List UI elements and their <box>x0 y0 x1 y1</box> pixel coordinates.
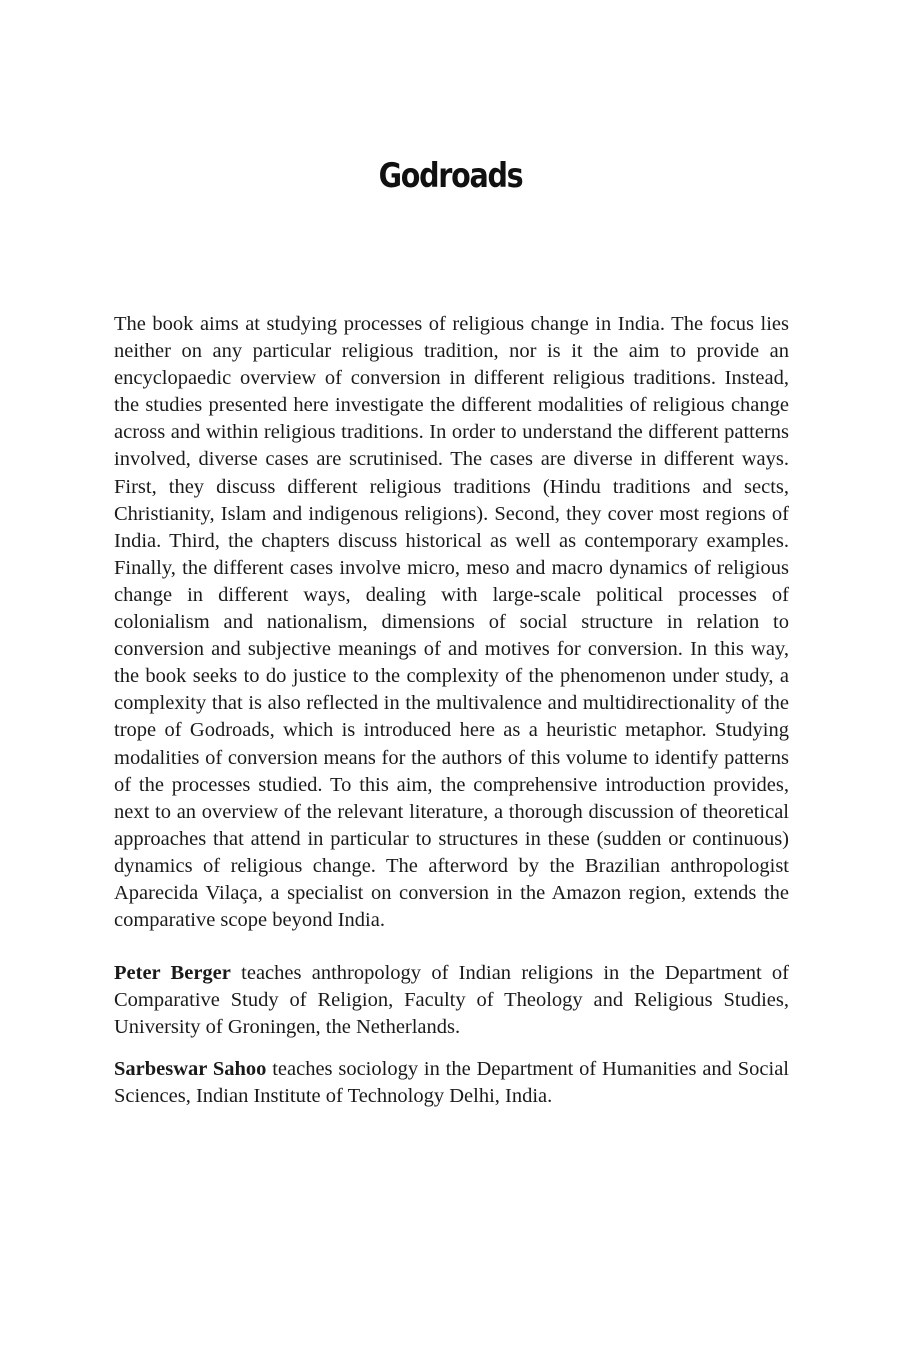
book-title: Godroads <box>378 156 523 196</box>
author-bio-2 <box>114 1056 789 1110</box>
author-name-2: Sarbeswar Sahoo <box>114 1058 267 1080</box>
author-bio-text-2: teaches sociology in the Department of Humanities and Social Sciences, Indian Institute of Technology Delhi, India. <box>114 1058 789 1108</box>
author-name-1: Peter Berger <box>114 962 231 984</box>
author-bio-1 <box>114 960 789 1041</box>
book-description: The book aims at studying processes of religious change in India. The focus lies neither on any particular religious tradition, nor is it the aim to provide an encyclopaedic overview of conversion in different religious traditions. Instead, the studies presented here investigate the different modalities of religious change across and within religious traditions. In order to understand the different patterns involved, diverse cases are scrutinised. The cases are diverse in different ways. First, they discuss different religious traditions (Hindu traditions and sects, Christianity, Islam and indigenous religions). Second, they cover most regions of India. Third, the chapters discuss historical as well as contemporary examples. Finally, the different cases involve micro, meso and macro dynamics of religious change in different ways, dealing with large-scale political processes of colonialism and nationalism, dimensions of social structure in relation to conversion and subjective meanings of and motives for conversion. In this way, the book seeks to do justice to the complexity of the phenomenon under study, a complexity that is also reflected in the multivalence and multidirectionality of the trope of Godroads, which is introduced here as a heuristic metaphor. Studying modalities of conversion means for the authors of this volume to identify patterns of the processes studied. To this aim, the comprehensive introduction provides, next to an overview of the relevant literature, a thorough discussion of theoretical approaches that attend in particular to structures in these (sudden or continuous) dynamics of religious change. The afterword by the Brazilian anthropologist Aparecida Vilaça, a specialist on conversion in the Amazon region, extends the comparative scope beyond India. <box>114 313 789 932</box>
author-bio-text-1: teaches anthropology of Indian religions in the Department of Comparative Study of Religion, Faculty of Theology and Religious Studies, University of Groningen, the Netherlands. <box>114 962 789 1039</box>
